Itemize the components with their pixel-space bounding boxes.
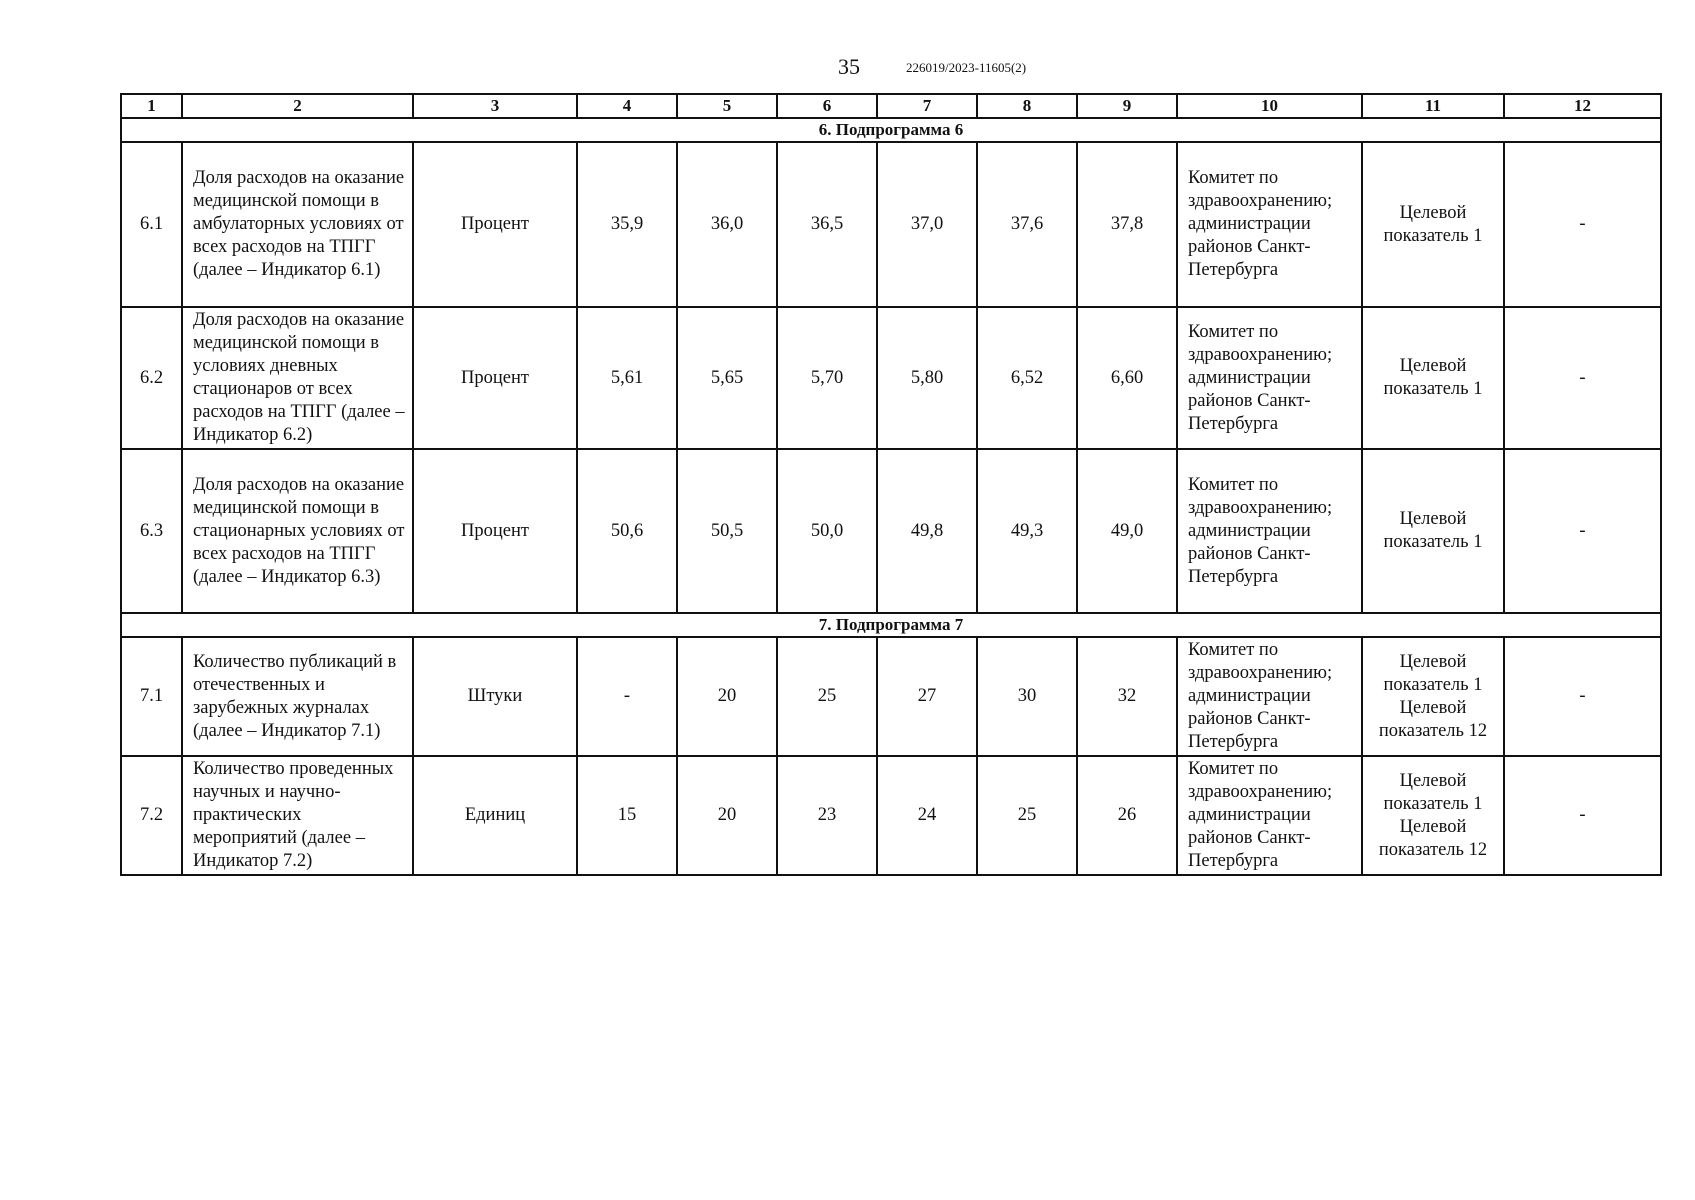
column-header: 3 xyxy=(413,94,577,118)
value-cell: 6,52 xyxy=(977,307,1077,449)
table-row xyxy=(121,142,1661,307)
responsible-cell: Комитет по здравоохранению; администрации районов Санкт-Петербурга xyxy=(1177,142,1362,307)
responsible-cell: Комитет по здравоохранению; администрации районов Санкт-Петербурга xyxy=(1177,756,1362,875)
note-cell: - xyxy=(1504,756,1661,875)
column-header: 10 xyxy=(1177,94,1362,118)
value-cell: 20 xyxy=(677,637,777,756)
column-number-row xyxy=(121,94,1661,118)
target-indicator-cell: Целевой показатель 1 xyxy=(1362,449,1504,613)
row-number: 6.3 xyxy=(121,449,182,613)
column-header: 1 xyxy=(121,94,182,118)
responsible-cell: Комитет по здравоохранению; администрации районов Санкт-Петербурга xyxy=(1177,449,1362,613)
value-cell: 32 xyxy=(1077,637,1177,756)
unit-cell: Процент xyxy=(413,307,577,449)
value-cell: 26 xyxy=(1077,756,1177,875)
document-id: 226019/2023-11605(2) xyxy=(906,60,1027,75)
row-number: 6.1 xyxy=(121,142,182,307)
responsible-cell: Комитет по здравоохранению; администрации районов Санкт-Петербурга xyxy=(1177,637,1362,756)
value-cell: 23 xyxy=(777,756,877,875)
value-cell: 36,0 xyxy=(677,142,777,307)
value-cell: 37,8 xyxy=(1077,142,1177,307)
unit-cell: Процент xyxy=(413,449,577,613)
table-row xyxy=(121,449,1661,613)
table-row xyxy=(121,307,1661,449)
table-row xyxy=(121,756,1661,875)
unit-cell: Штуки xyxy=(413,637,577,756)
value-cell: 37,6 xyxy=(977,142,1077,307)
indicator-name: Доля расходов на оказание медицинской помощи в условиях дневных стационаров от всех расходов на ТПГГ (далее – Индикатор 6.2) xyxy=(182,307,413,449)
indicator-name: Доля расходов на оказание медицинской помощи в амбулаторных условиях от всех расходов на ТПГГ (далее – Индикатор 6.1) xyxy=(182,142,413,307)
value-cell: 15 xyxy=(577,756,677,875)
table-row xyxy=(121,637,1661,756)
value-cell: 6,60 xyxy=(1077,307,1177,449)
value-cell: 24 xyxy=(877,756,977,875)
column-header: 9 xyxy=(1077,94,1177,118)
value-cell: 5,61 xyxy=(577,307,677,449)
indicator-name: Доля расходов на оказание медицинской помощи в стационарных условиях от всех расходов на ТПГГ (далее – Индикатор 6.3) xyxy=(182,449,413,613)
value-cell: 50,5 xyxy=(677,449,777,613)
target-indicator-cell: Целевой показатель 1 Целевой показатель 12 xyxy=(1362,756,1504,875)
value-cell: 36,5 xyxy=(777,142,877,307)
column-header: 7 xyxy=(877,94,977,118)
value-cell: 27 xyxy=(877,637,977,756)
value-cell: 20 xyxy=(677,756,777,875)
value-cell: 30 xyxy=(977,637,1077,756)
value-cell: 49,3 xyxy=(977,449,1077,613)
value-cell: 25 xyxy=(977,756,1077,875)
target-indicator-cell: Целевой показатель 1 xyxy=(1362,142,1504,307)
row-number: 7.1 xyxy=(121,637,182,756)
note-cell: - xyxy=(1504,307,1661,449)
indicator-name: Количество проведенных научных и научно-практических мероприятий (далее – Индикатор 7.2) xyxy=(182,756,413,875)
value-cell: 5,80 xyxy=(877,307,977,449)
column-header: 11 xyxy=(1362,94,1504,118)
target-indicator-cell: Целевой показатель 1 Целевой показатель 12 xyxy=(1362,637,1504,756)
column-header: 12 xyxy=(1504,94,1661,118)
note-cell: - xyxy=(1504,142,1661,307)
section-row xyxy=(121,613,1661,637)
section-row xyxy=(121,118,1661,142)
column-header: 5 xyxy=(677,94,777,118)
value-cell: 35,9 xyxy=(577,142,677,307)
column-header: 4 xyxy=(577,94,677,118)
row-number: 7.2 xyxy=(121,756,182,875)
note-cell: - xyxy=(1504,637,1661,756)
value-cell: 5,70 xyxy=(777,307,877,449)
unit-cell: Единиц xyxy=(413,756,577,875)
column-header: 2 xyxy=(182,94,413,118)
value-cell: 25 xyxy=(777,637,877,756)
value-cell: 49,0 xyxy=(1077,449,1177,613)
value-cell: 37,0 xyxy=(877,142,977,307)
column-header: 8 xyxy=(977,94,1077,118)
indicator-name: Количество публикаций в отечественных и зарубежных журналах (далее – Индикатор 7.1) xyxy=(182,637,413,756)
unit-cell: Процент xyxy=(413,142,577,307)
target-indicator-cell: Целевой показатель 1 xyxy=(1362,307,1504,449)
page-number: 35 xyxy=(838,54,860,79)
value-cell: 5,65 xyxy=(677,307,777,449)
section-title: 7. Подпрограмма 7 xyxy=(121,613,1661,637)
value-cell: 50,0 xyxy=(777,449,877,613)
indicators-table xyxy=(120,93,1662,876)
row-number: 6.2 xyxy=(121,307,182,449)
column-header: 6 xyxy=(777,94,877,118)
value-cell: 50,6 xyxy=(577,449,677,613)
value-cell: 49,8 xyxy=(877,449,977,613)
responsible-cell: Комитет по здравоохранению; администрации районов Санкт-Петербурга xyxy=(1177,307,1362,449)
section-title: 6. Подпрограмма 6 xyxy=(121,118,1661,142)
value-cell: - xyxy=(577,637,677,756)
note-cell: - xyxy=(1504,449,1661,613)
